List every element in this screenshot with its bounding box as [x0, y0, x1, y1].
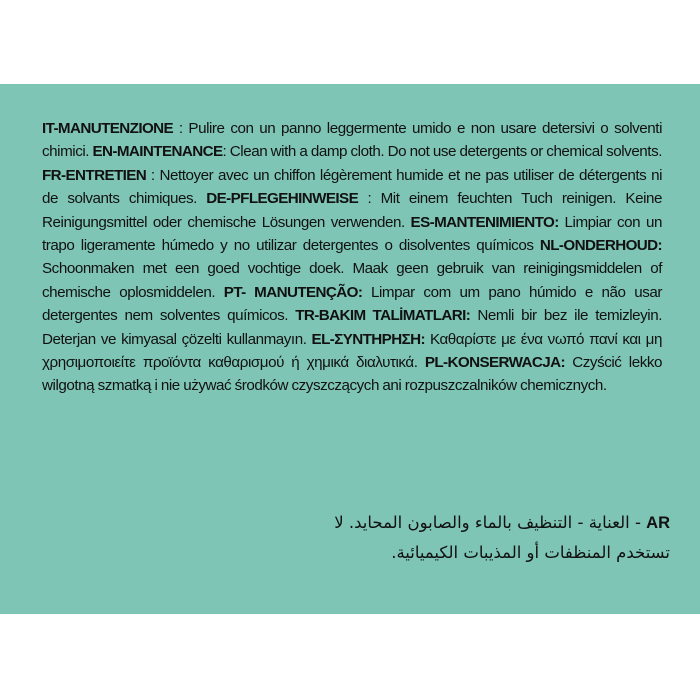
fr-text: : Nettoyer avec un chiffon légèrement humide et ne pas utiliser de détergents ni de solvants chimiques.	[42, 166, 662, 208]
fr-heading: FR-ENTRETIEN	[42, 166, 147, 184]
tr-heading: TR-BAKIM TALİMATLARI:	[295, 307, 471, 325]
de-heading: DE-PFLEGEHINWEISE	[206, 190, 359, 208]
nl-text: Schoonmaken met een goed vochtige doek. Maak geen gebruik van reinigingsmiddelen of chemische oplosmiddelen.	[42, 260, 662, 301]
care-instructions-text	[42, 117, 662, 398]
pl-text: Czyścić lekko wilgotną szmatką i nie używać środków czyszczących ani rozpuszczalników chemicznych.	[42, 354, 662, 395]
arabic-care-instructions	[324, 508, 670, 568]
el-text: Καθαρίστε με ένα νωπό πανί και μη χρησιμοποιείτε προϊόντα καθαρισμού ή χημικά διαλυτικά.	[42, 330, 662, 372]
nl-heading: NL-ONDERHOUD:	[539, 237, 662, 255]
pt-text: Limpar com um pano húmido e não usar detergentes nem solventes químicos.	[42, 283, 662, 325]
ar-heading: AR	[646, 514, 670, 532]
de-text: : Mit einem feuchten Tuch reinigen. Keine Reinigungsmittel oder chemische Lösungen verwenden.	[42, 190, 662, 231]
es-heading: ES-MANTENIMIENTO:	[410, 213, 559, 231]
ar-text: - العناية - التنظيف بالماء والصابون المحايد. لا تستخدم المنظفات أو المذيبات الكيميائية.	[334, 513, 670, 562]
pt-heading: PT- MANUTENÇÃO:	[223, 283, 363, 301]
it-heading: IT-MANUTENZIONE	[42, 120, 174, 137]
es-text: Limpiar con un trapo ligeramente húmedo y no utilizar detergentes o disolventes químicos	[42, 213, 662, 255]
it-text: : Pulire con un panno leggermente umido e non usare detersivi o solventi chimici.	[42, 120, 662, 161]
en-text: : Clean with a damp cloth. Do not use detergents or chemical solvents.	[222, 143, 662, 161]
el-heading: EL-ΣΥΝΤΗΡΗΣΗ:	[311, 330, 425, 348]
tr-text: Nemli bir bez ile temizleyin. Deterjan ve kimyasal çözelti kullanmayın.	[42, 307, 662, 348]
en-heading: EN-MAINTENANCE	[92, 143, 223, 161]
pl-heading: PL-KONSERWACJA:	[424, 354, 565, 372]
